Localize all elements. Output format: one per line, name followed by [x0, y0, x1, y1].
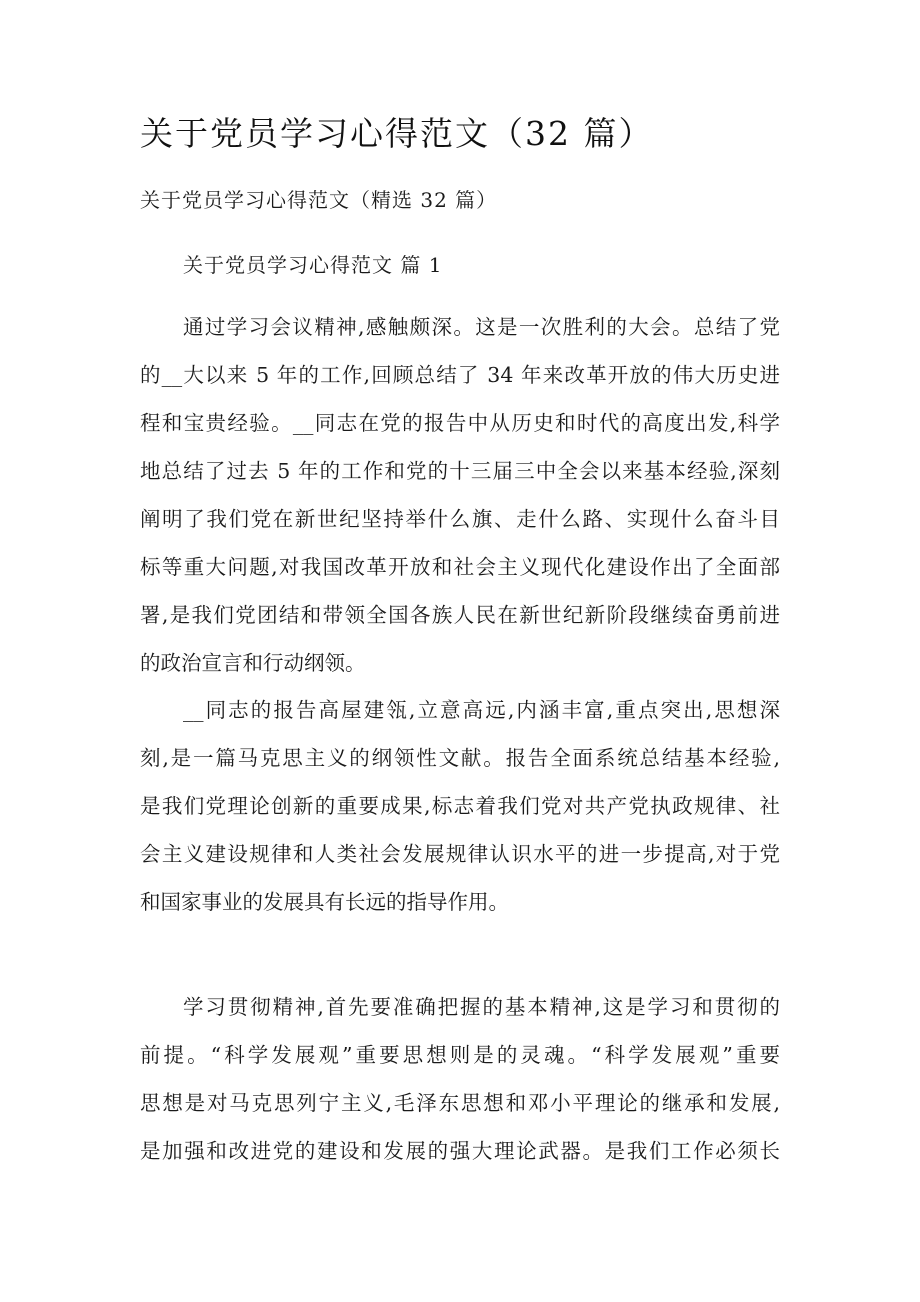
paragraph-line: 阐明了我们党在新世纪坚持举什么旗、走什么路、实现什么奋斗目: [140, 507, 780, 531]
paragraph-line: 的__大以来 5 年的工作,回顾总结了 34 年来改革开放的伟大历史进: [140, 363, 780, 387]
paragraph-3: [140, 983, 780, 1175]
paragraph-line: 通过学习会议精神,感触颇深。这是一次胜利的大会。总结了党: [183, 315, 780, 339]
paragraph-line: 刻,是一篇马克思主义的纲领性文献。报告全面系统总结基本经验,: [140, 746, 780, 770]
paragraph-line: 是加强和改进党的建设和发展的强大理论武器。是我们工作必须长: [140, 1139, 780, 1163]
paragraph-line: 的政治宣言和行动纲领。: [140, 651, 366, 675]
document-title: 关于党员学习心得范文（32 篇）: [140, 114, 654, 153]
paragraph-line: 会主义建设规律和人类社会发展规律认识水平的进一步提高,对于党: [140, 842, 780, 866]
paragraph-line: 前提。“科学发展观”重要思想则是的灵魂。“科学发展观”重要: [140, 1043, 780, 1067]
paragraph-line: 思想是对马克思列宁主义,毛泽东思想和邓小平理论的继承和发展,: [140, 1091, 780, 1115]
paragraph-line: __同志的报告高屋建瓴,立意高远,内涵丰富,重点突出,思想深: [183, 698, 780, 722]
paragraph-1: [140, 303, 780, 687]
section-heading: 关于党员学习心得范文 篇 1: [183, 253, 443, 277]
paragraph-line: 标等重大问题,对我国改革开放和社会主义现代化建设作出了全面部: [140, 555, 780, 579]
paragraph-2: [140, 686, 780, 926]
paragraph-line: 署,是我们党团结和带领全国各族人民在新世纪新阶段继续奋勇前进: [140, 603, 780, 627]
paragraph-line: 学习贯彻精神,首先要准确把握的基本精神,这是学习和贯彻的: [183, 995, 780, 1019]
document-subtitle: 关于党员学习心得范文（精选 32 篇）: [140, 188, 498, 212]
paragraph-line: 是我们党理论创新的重要成果,标志着我们党对共产党执政规律、社: [140, 794, 780, 818]
paragraph-line: 和国家事业的发展具有长远的指导作用。: [140, 890, 509, 914]
paragraph-line: 程和宝贵经验。__同志在党的报告中从历史和时代的高度出发,科学: [140, 411, 780, 435]
paragraph-line: 地总结了过去 5 年的工作和党的十三届三中全会以来基本经验,深刻: [140, 459, 780, 483]
